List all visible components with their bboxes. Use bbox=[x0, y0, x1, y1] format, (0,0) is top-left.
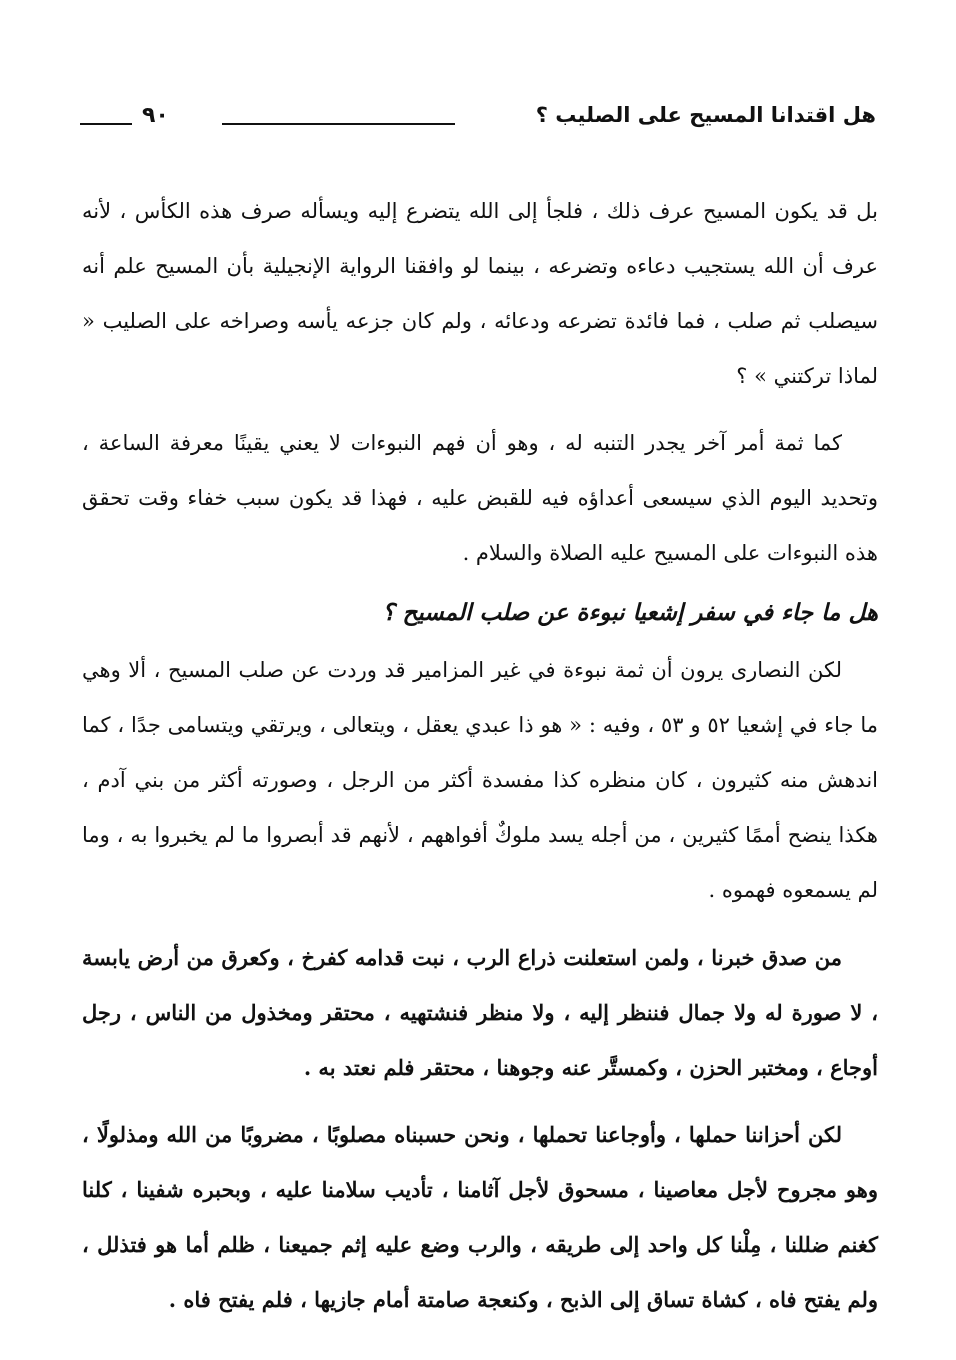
page-number: ٩٠ bbox=[142, 103, 169, 128]
header-rule-short bbox=[80, 123, 132, 125]
paragraph-gap bbox=[82, 404, 878, 416]
section-intro-paragraph: لكن النصارى يرون أن ثمة نبوءة في غير المزامير قد وردت عن صلب المسيح ، ألا وهي ما جاء في إشعيا ٥٢ و ٥٣ ، وفيه : « هو ذا عبدي يعقل ، ويتعالى ، ويرتقي ويتسامى جدًا ، كما اندهش منه كثيرون ، كان منظره كذا مفسدة أكثر من الرجل ، وصورته أكثر من بني آدم ، هكذا ينضح أممًا كثيرين ، من أجله يسد ملوكٌ أفواههم ، لأنهم قد أبصروا ما لم يخبروا به ، وما لم يسمعوه فهموه . bbox=[82, 658, 878, 902]
section-heading: هل ما جاء في سفر إشعيا نبوءة عن صلب المسيح ؟ bbox=[382, 600, 878, 626]
header-rule-long bbox=[222, 123, 455, 125]
page-body bbox=[82, 184, 878, 1327]
paragraph-gap bbox=[82, 918, 878, 930]
quote-paragraph-1: من صدق خبرنا ، ولمن استعلنت ذراع الرب ، نبت قدامه كفرخ ، وكعرق من أرض يابسة ، لا صورة له ولا جمال فننظر إليه ، ولا منظر فنشتهيه ، محتقر ومخذول من الناس ، رجل أوجاع ، ومختبر الحزن ، وكمستَّر عنه وجوهنا ، محتقر فلم نعتد به . bbox=[82, 945, 878, 1080]
body-paragraph-1: بل قد يكون المسيح عرف ذلك ، فلجأ إلى الله يتضرع إليه ويسأله صرف هذه الكأس ، لأنه عرف أن الله يستجيب دعاءه وتضرعه ، بينما لو وافقنا الرواية الإنجيلية بأن المسيح علم أنه سيصلب ثم صلب ، فما فائدة تضرعه ودعائه ، ولم كان جزعه يأسه وصراخه على الصليب « لماذا تركتني » ؟ bbox=[82, 199, 878, 388]
header-title: هل اقتدانا المسيح على الصليب ؟ bbox=[535, 103, 876, 127]
quote-paragraph-2: لكن أحزاننا حملها ، وأوجاعنا تحملها ، ونحن حسبناه مصلوبًا ، مضروبًا من الله ومذلولًا ، وهو مجروح لأجل معاصينا ، مسحوق لأجل آثامنا ، تأديب سلامنا عليه ، وبحبره شفينا ، كلنا كغنم ضللنا ، مِلْنا كل واحد إلى طريقه ، والرب وضع عليه إثم جميعنا ، ظلم أما هو فتذلل ، ولم يفتح فاه ، كشاة تساق إلى الذبح ، وكنعجة صامتة أمام جازيها ، فلم يفتح فاه . bbox=[82, 1122, 878, 1312]
body-paragraph-2: كما ثمة أمر آخر يجدر التنبه له ، وهو أن فهم النبوءات لا يعني يقينًا معرفة الساعة ، وتحديد اليوم الذي سيسعى أعداؤه فيه للقبض عليه ، فهذا قد يكون سبب خفاء وقت تحقق هذه النبوءات على المسيح عليه الصلاة والسلام . bbox=[82, 431, 878, 565]
running-header bbox=[80, 100, 876, 134]
paragraph-gap bbox=[82, 1095, 878, 1107]
